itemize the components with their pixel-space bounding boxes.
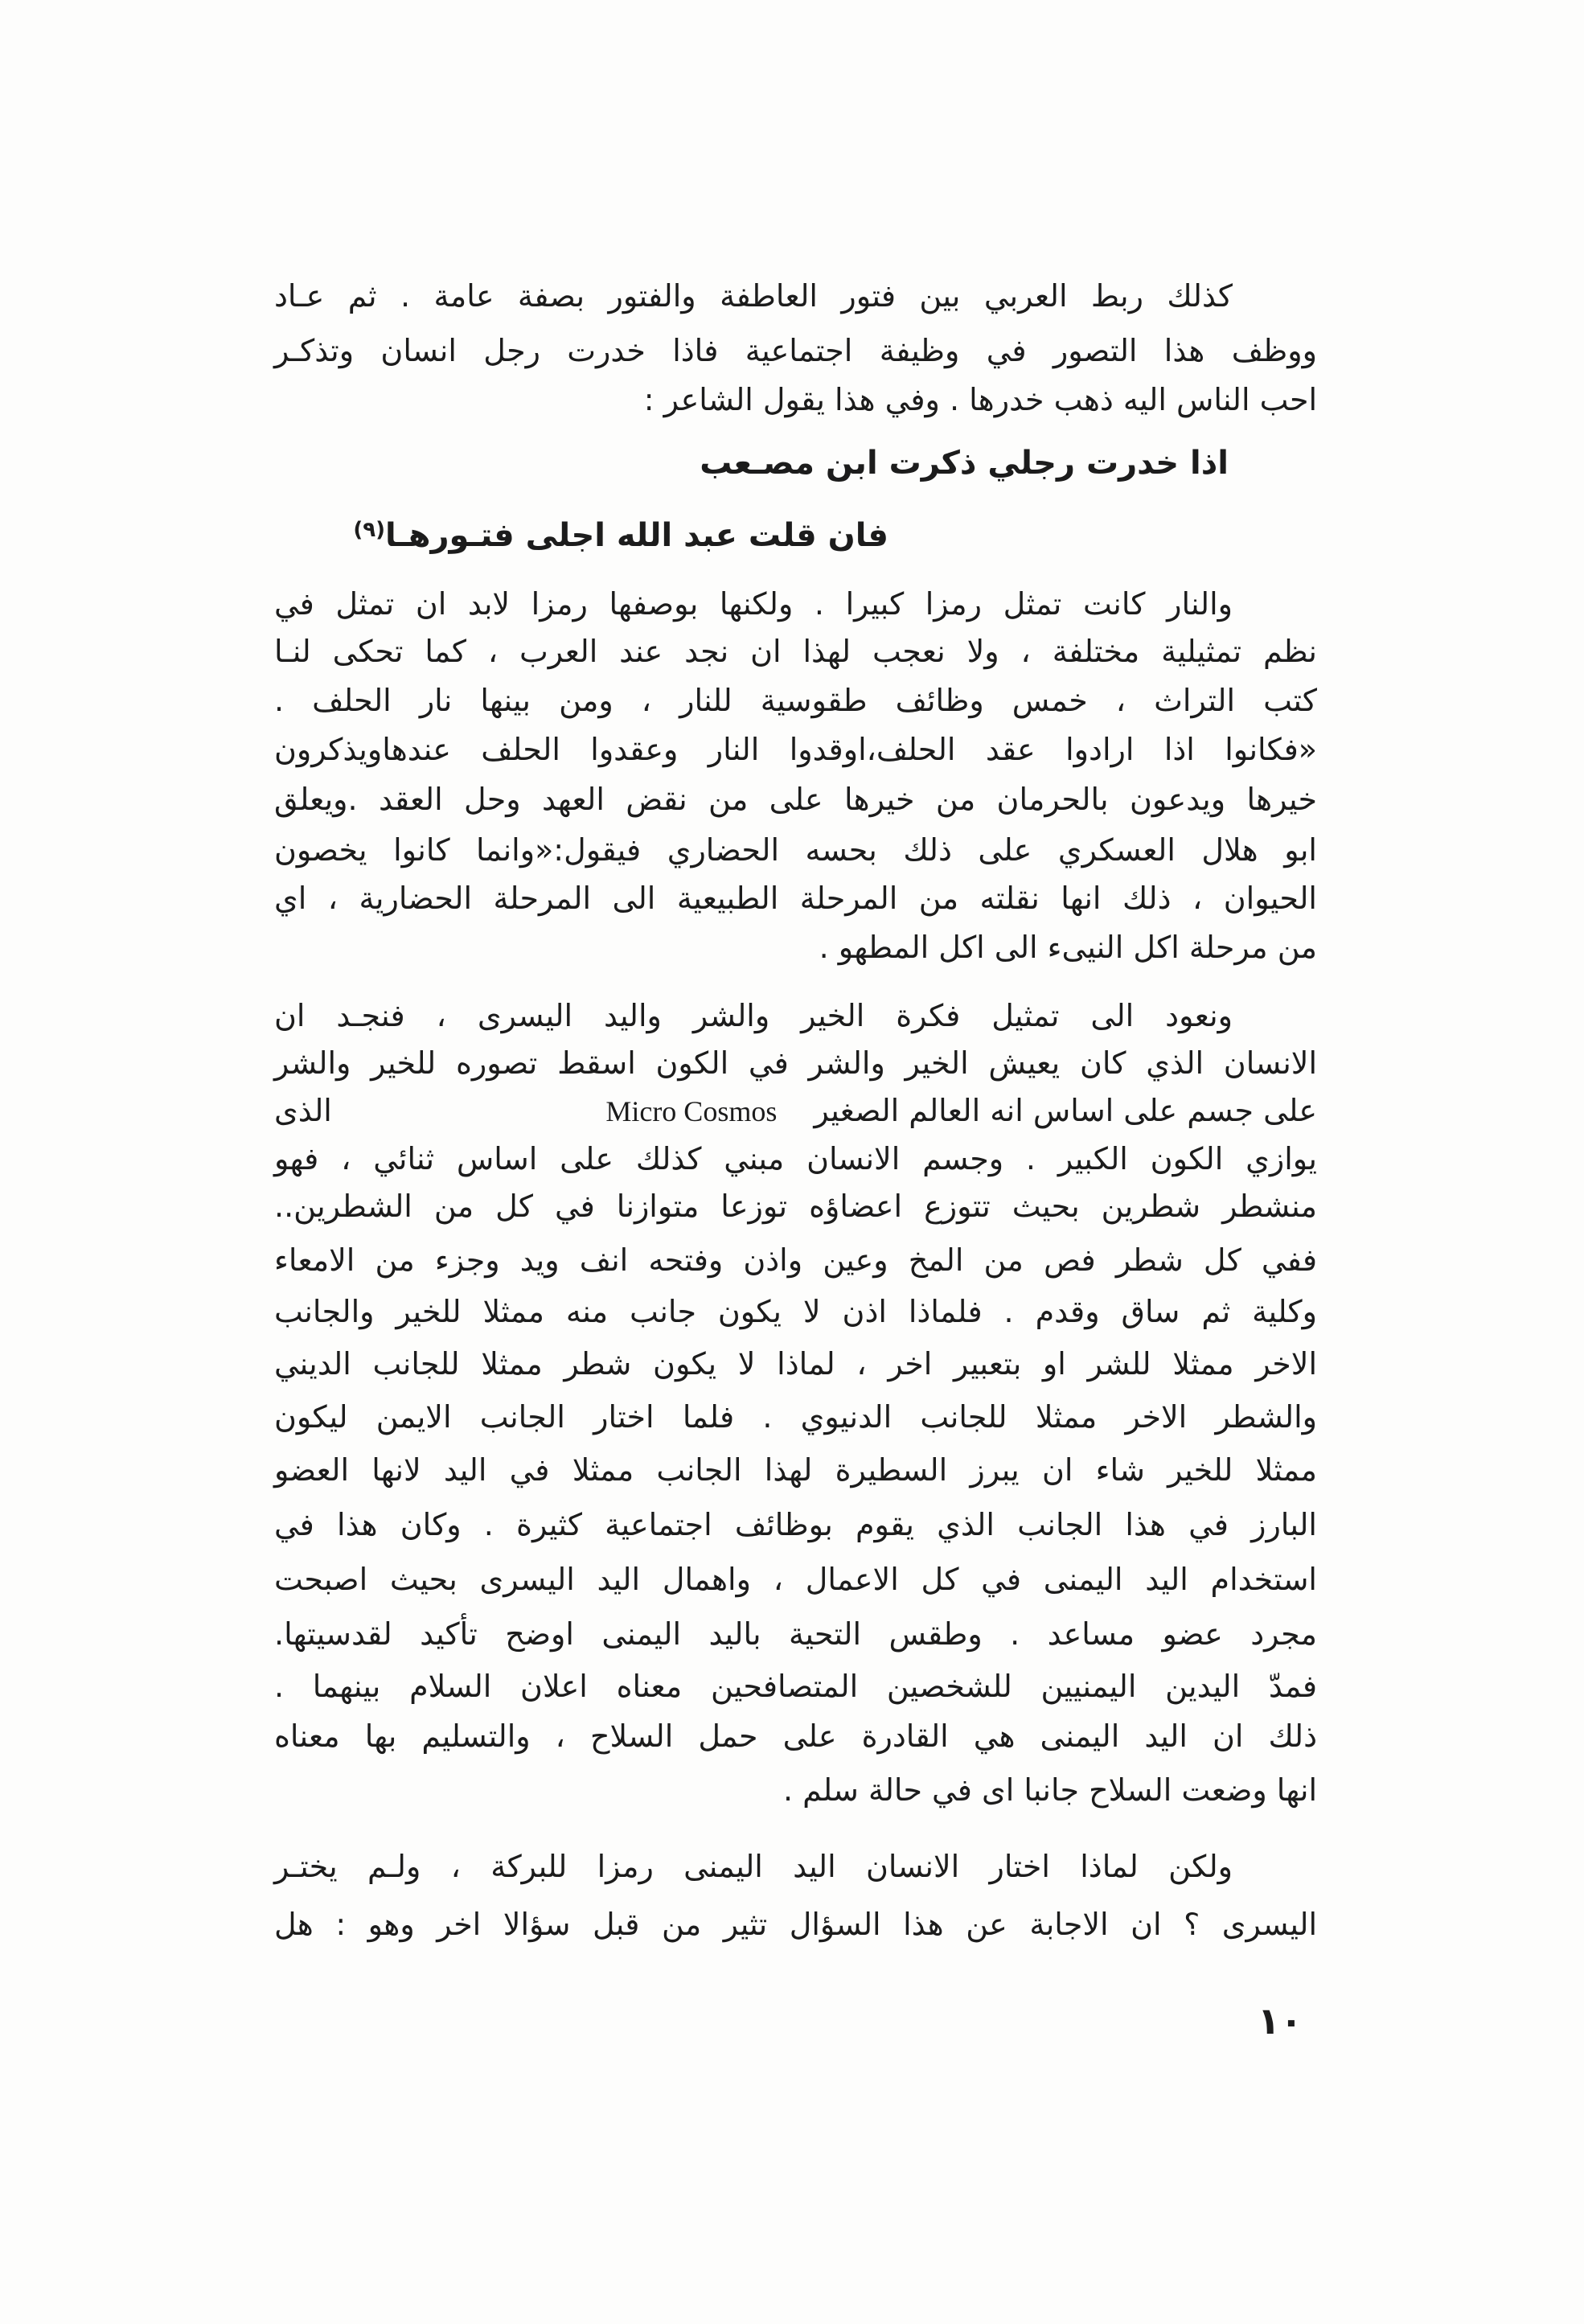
text-line: يوازي الكون الكبير . وجسم الانسان مبني كذلك على اساس ثنائي ، فهو — [274, 1141, 1317, 1176]
text-line: ذلك ان اليد اليمنى هي القادرة على حمل السلاح ، والتسليم بها معناه — [274, 1718, 1317, 1754]
text-line: ونعود الى تمثيل فكرة الخير والشر واليد اليسرى ، فنجـد ان — [274, 998, 1233, 1033]
text-line: من مرحلة اكل النيىء الى اكل المطهو . — [819, 930, 1317, 965]
text-line: ووظف هذا التصور في وظيفة اجتماعية فاذا خدرت رجل انسان وتذكـر — [274, 333, 1317, 368]
text-line: نظم تمثيلية مختلفة ، ولا نعجب لهذا ان نجد عند العرب ، كما تحكى لنـا — [274, 634, 1317, 669]
text-segment: على جسم على اساس انه العالم الصغير — [814, 1093, 1317, 1128]
text-line: الاخر ممثلا للشر او بتعبير اخر ، لماذا لا يكون شطر ممثلا للجانب الديني — [274, 1346, 1317, 1382]
verse-line-2 — [353, 506, 888, 554]
text-line: فمدّ اليدين اليمنيين للشخصين المتصافحين معناه اعلان السلام بينهما . — [274, 1669, 1317, 1704]
text-line: وكلية ثم ساق وقدم . فلماذا اذن لا يكون جانب منه ممثلا للخير والجانب — [274, 1294, 1317, 1329]
text-line: مجرد عضو مساعد . وطقس التحية باليد اليمنى اوضح تأكيد لقدسيتها. — [274, 1616, 1317, 1652]
text-line: ولكن لماذا اختار الانسان اليد اليمنى رمزا للبركة ، ولـم يختـر — [274, 1849, 1233, 1884]
text-line: انها وضعت السلاح جانبا اى في حالة سلم . — [783, 1772, 1317, 1808]
text-segment: الذى — [274, 1093, 332, 1128]
verse-line-2-text: فان قلت عبد الله اجلى فتـورهـا — [385, 517, 888, 554]
text-line: الحيوان ، ذلك انها نقلته من المرحلة الطبيعية الى المرحلة الحضارية ، اي — [274, 881, 1317, 916]
text-line: كذلك ربط العربي بين فتور العاطفة والفتور بصفة عامة . ثم عـاد — [274, 278, 1233, 314]
text-line: والشطر الاخر ممثلا للجانب الدنيوي . فلما اختار الجانب الايمن ليكون — [274, 1399, 1317, 1435]
text-line: احب الناس اليه ذهب خدرها . وفي هذا يقول الشاعر : — [643, 382, 1317, 417]
text-line: ابو هلال العسكري على ذلك بحسه الحضاري فيقول:«وانما كانوا يخصون — [274, 832, 1317, 868]
footnote-reference: (٩) — [353, 518, 386, 542]
text-line: ممثلا للخير شاء ان يبرز السطيرة لهذا الجانب ممثلا في اليد لانها العضو — [274, 1452, 1317, 1488]
text-line-micro-cosmos — [274, 1088, 1317, 1133]
text-line: «فكانوا اذا ارادوا عقد الحلف،اوقدوا النار وعقدوا الحلف عندهاويذكرون — [274, 732, 1317, 767]
latin-term: Micro Cosmos — [605, 1095, 778, 1127]
text-line: ففي كل شطر فص من المخ وعين واذن وفتحه انف ويد وجزء من الامعاء — [274, 1242, 1317, 1278]
text-line: خيرها ويدعون بالحرمان من خيرها على من نقض العهد وحل العقد .ويعلق — [274, 782, 1317, 817]
verse-line-1: اذا خدرت رجلي ذكرت ابن مصـعب — [700, 445, 1229, 482]
text-line: والنار كانت تمثل رمزا كبيرا . ولكنها بوصفها رمزا لابد ان تمثل في — [274, 586, 1233, 622]
text-line: الانسان الذي كان يعيش الخير والشر في الكون اسقط تصوره للخير والشر — [274, 1045, 1317, 1081]
page-number: ١٠ — [1257, 1999, 1303, 2043]
text-line: البارز في هذا الجانب الذي يقوم بوظائف اجتماعية كثيرة . وكان هذا في — [274, 1507, 1317, 1542]
text-line: اليسرى ؟ ان الاجابة عن هذا السؤال تثير من قبل سؤالا اخر وهو : هل — [274, 1907, 1317, 1942]
text-line: استخدام اليد اليمنى في كل الاعمال ، واهمال اليد اليسرى بحيث اصبحت — [274, 1562, 1317, 1597]
text-line: كتب التراث ، خمس وظائف طقوسية للنار ، ومن بينها نار الحلف . — [274, 683, 1317, 718]
text-line: منشطر شطرين بحيث تتوزع اعضاؤه توزعا متوازنا في كل من الشطرين.. — [274, 1189, 1317, 1224]
